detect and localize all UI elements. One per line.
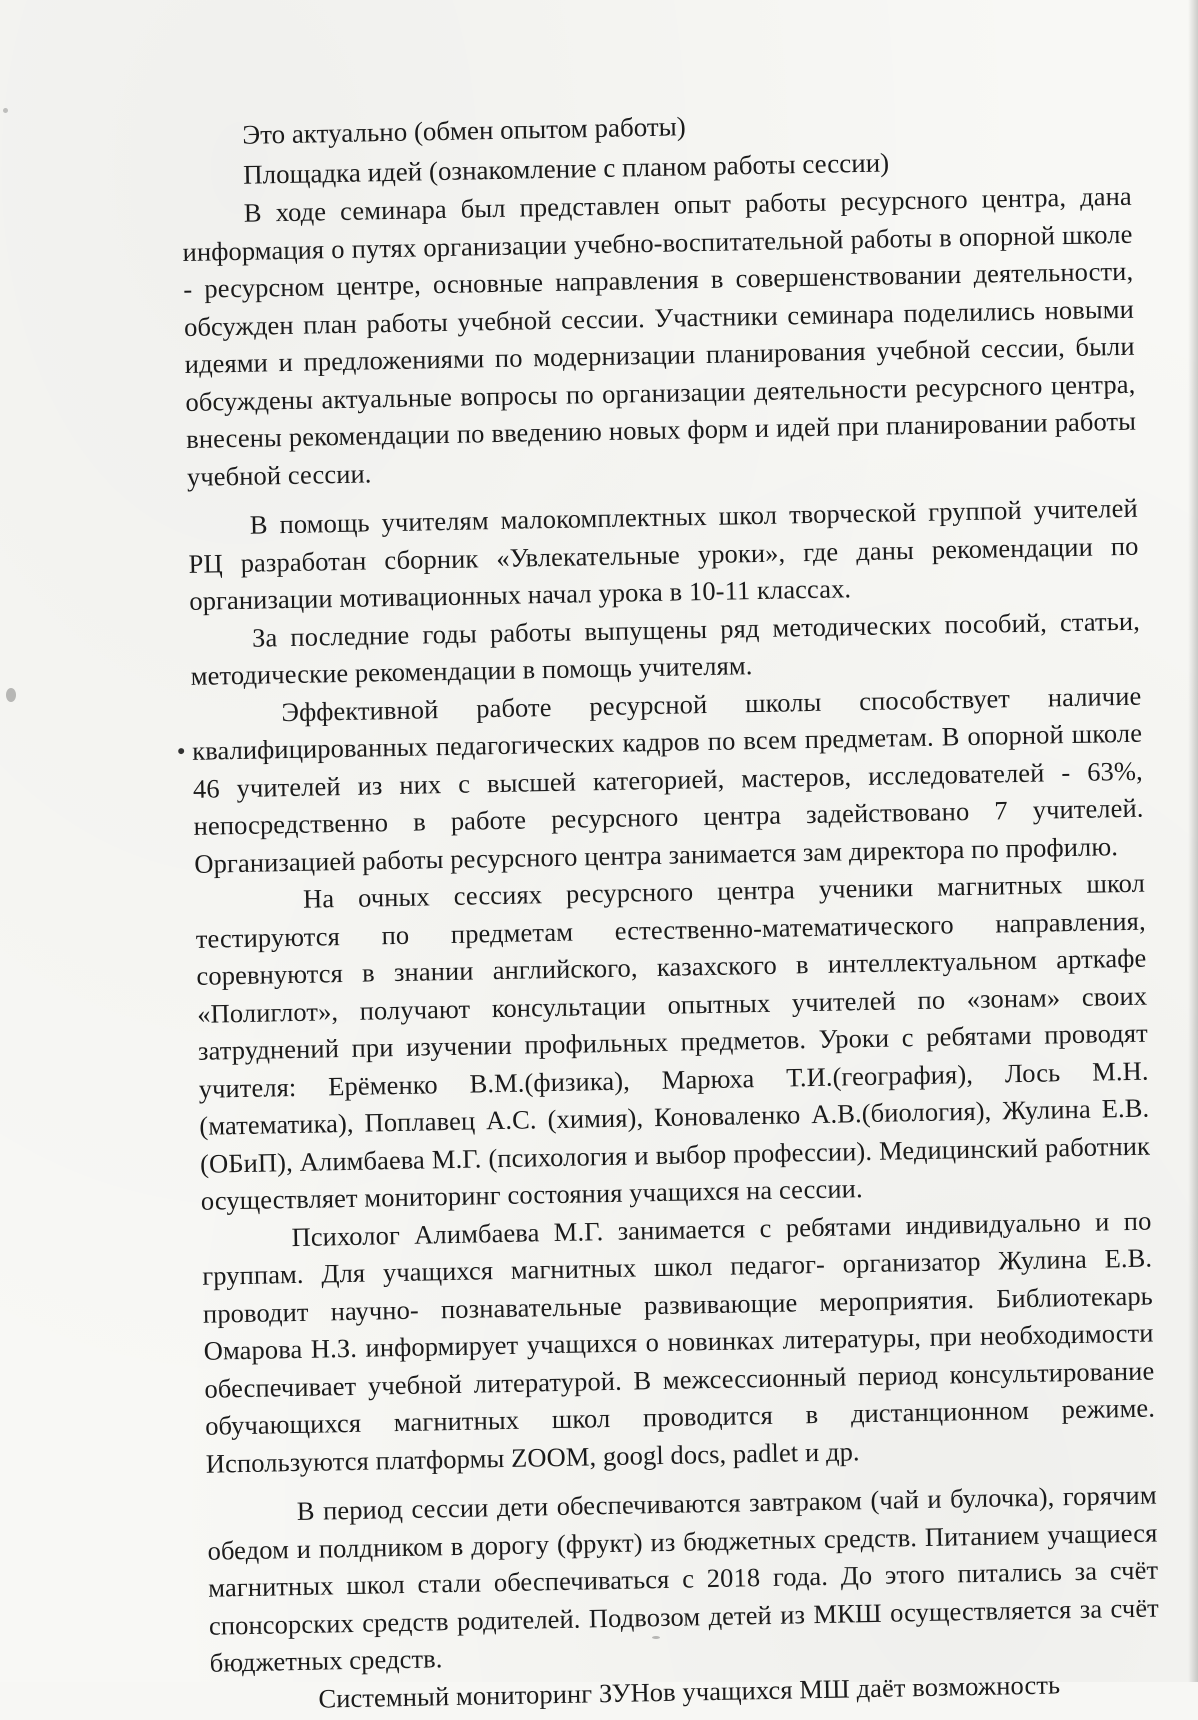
paragraph-psychologist: Психолог Алимбаева М.Г. занимается с ребятами индивидуально и по группам. Для учащихся магнитных школ педагог- организатор Жулина Е.В. проводит научно- познавательные развивающие мероприятия. Библиотекарь Омарова Н.З. информирует учащихся о новинках литературы, при необходимости обеспечивает учебной литературой. В межсессионный период консультирование обучающихся магнитных школ проводится в дистанционном режиме. Используются платформы ZOOM, googl docs, padlet и др.: [201, 1205, 1156, 1479]
heading-line-1: Это актуально (обмен опытом работы): [242, 111, 687, 150]
paragraph-collection: В помощь учителям малокомплектных школ творческой группой учителей РЦ разработан сборник «Увлекательные уроки», где даны рекомендации по организации мотивационных начал урока в 10-11 классах.: [188, 492, 1139, 616]
scan-speck: [3, 108, 8, 113]
paragraph-monitoring: Системный мониторинг ЗУНов учащихся МШ даёт возможность: [318, 1668, 1061, 1714]
scan-speck: [6, 688, 16, 702]
scan-edge-shadow: [1188, 0, 1198, 1682]
paragraph-publications: За последние годы работы выпущены ряд методических пособий, статьи, методические рекомендации в помощь учителям.: [190, 605, 1141, 691]
paragraph-seminar: В ходе семинара был представлен опыт работы ресурсного центра, дана информация о путях организации учебно-воспитательной работы в опорной школе - ресурсном центре, основные направления в совершенствовании деятельности, обсужден план работы учебной сессии. Участники семинара поделились новыми идеями и предложениями по модернизации планирования учебной сессии, были обсуждены актуальные вопросы по организации деятельности ресурсного центра, внесены рекомендации по введению новых форм и идей при планировании работы учебной сессии.: [182, 180, 1137, 492]
paragraph-staff-text: Эффективной работе ресурсной школы способствует наличие квалифицированных педагогических кадров по всем предметам. В опорной школе 46 учителей из них с высшей категорией, мастеров, исследователей - 63%, непосредственно в работе ресурсного центра задействовано 7 учителей. Организацией работы ресурсного центра занимается зам директора по профилю.: [191, 680, 1144, 879]
paragraph-nutrition: В период сессии дети обеспечиваются завтраком (чай и булочка), горячим обедом и полдником в дорогу (фрукт) из бюджетных средств. Питанием учащиеся магнитных школ стали обеспечиваться с 2018 года. До этого питались за счёт спонсорских средств родителей. Подвозом детей из МКШ осуществляется за счёт бюджетных средств.: [207, 1479, 1160, 1678]
paragraph-sessions: На очных сессиях ресурсного центра ученики магнитных школ тестируются по предметам естественно-математического направления, соревнуются в знании английского, казахского в интеллектуальном арткафе «Полиглот», получают консультации опытных учителей по «зонам» своих затруднений при изучении профильных предметов. Уроки с ребятами проводят учителя: Ерёменко В.М.(физика), Марюха Т.И.(география), Лось М.Н. (математика), Поплавец А.С. (химия), Коноваленко А.В.(биология), Жулина Е.В. (ОБиП), Алимбаева М.Г. (психология и выбор профессии). Медицинский работник осуществляет мониторинг состояния учащихся на сессии.: [195, 867, 1151, 1216]
heading-line-2: Площадка идей (ознакомление с планом работы сессии): [242, 147, 890, 190]
document-body: [180, 98, 1161, 1720]
paragraph-staff: [191, 677, 1144, 883]
margin-mark: [178, 748, 184, 754]
